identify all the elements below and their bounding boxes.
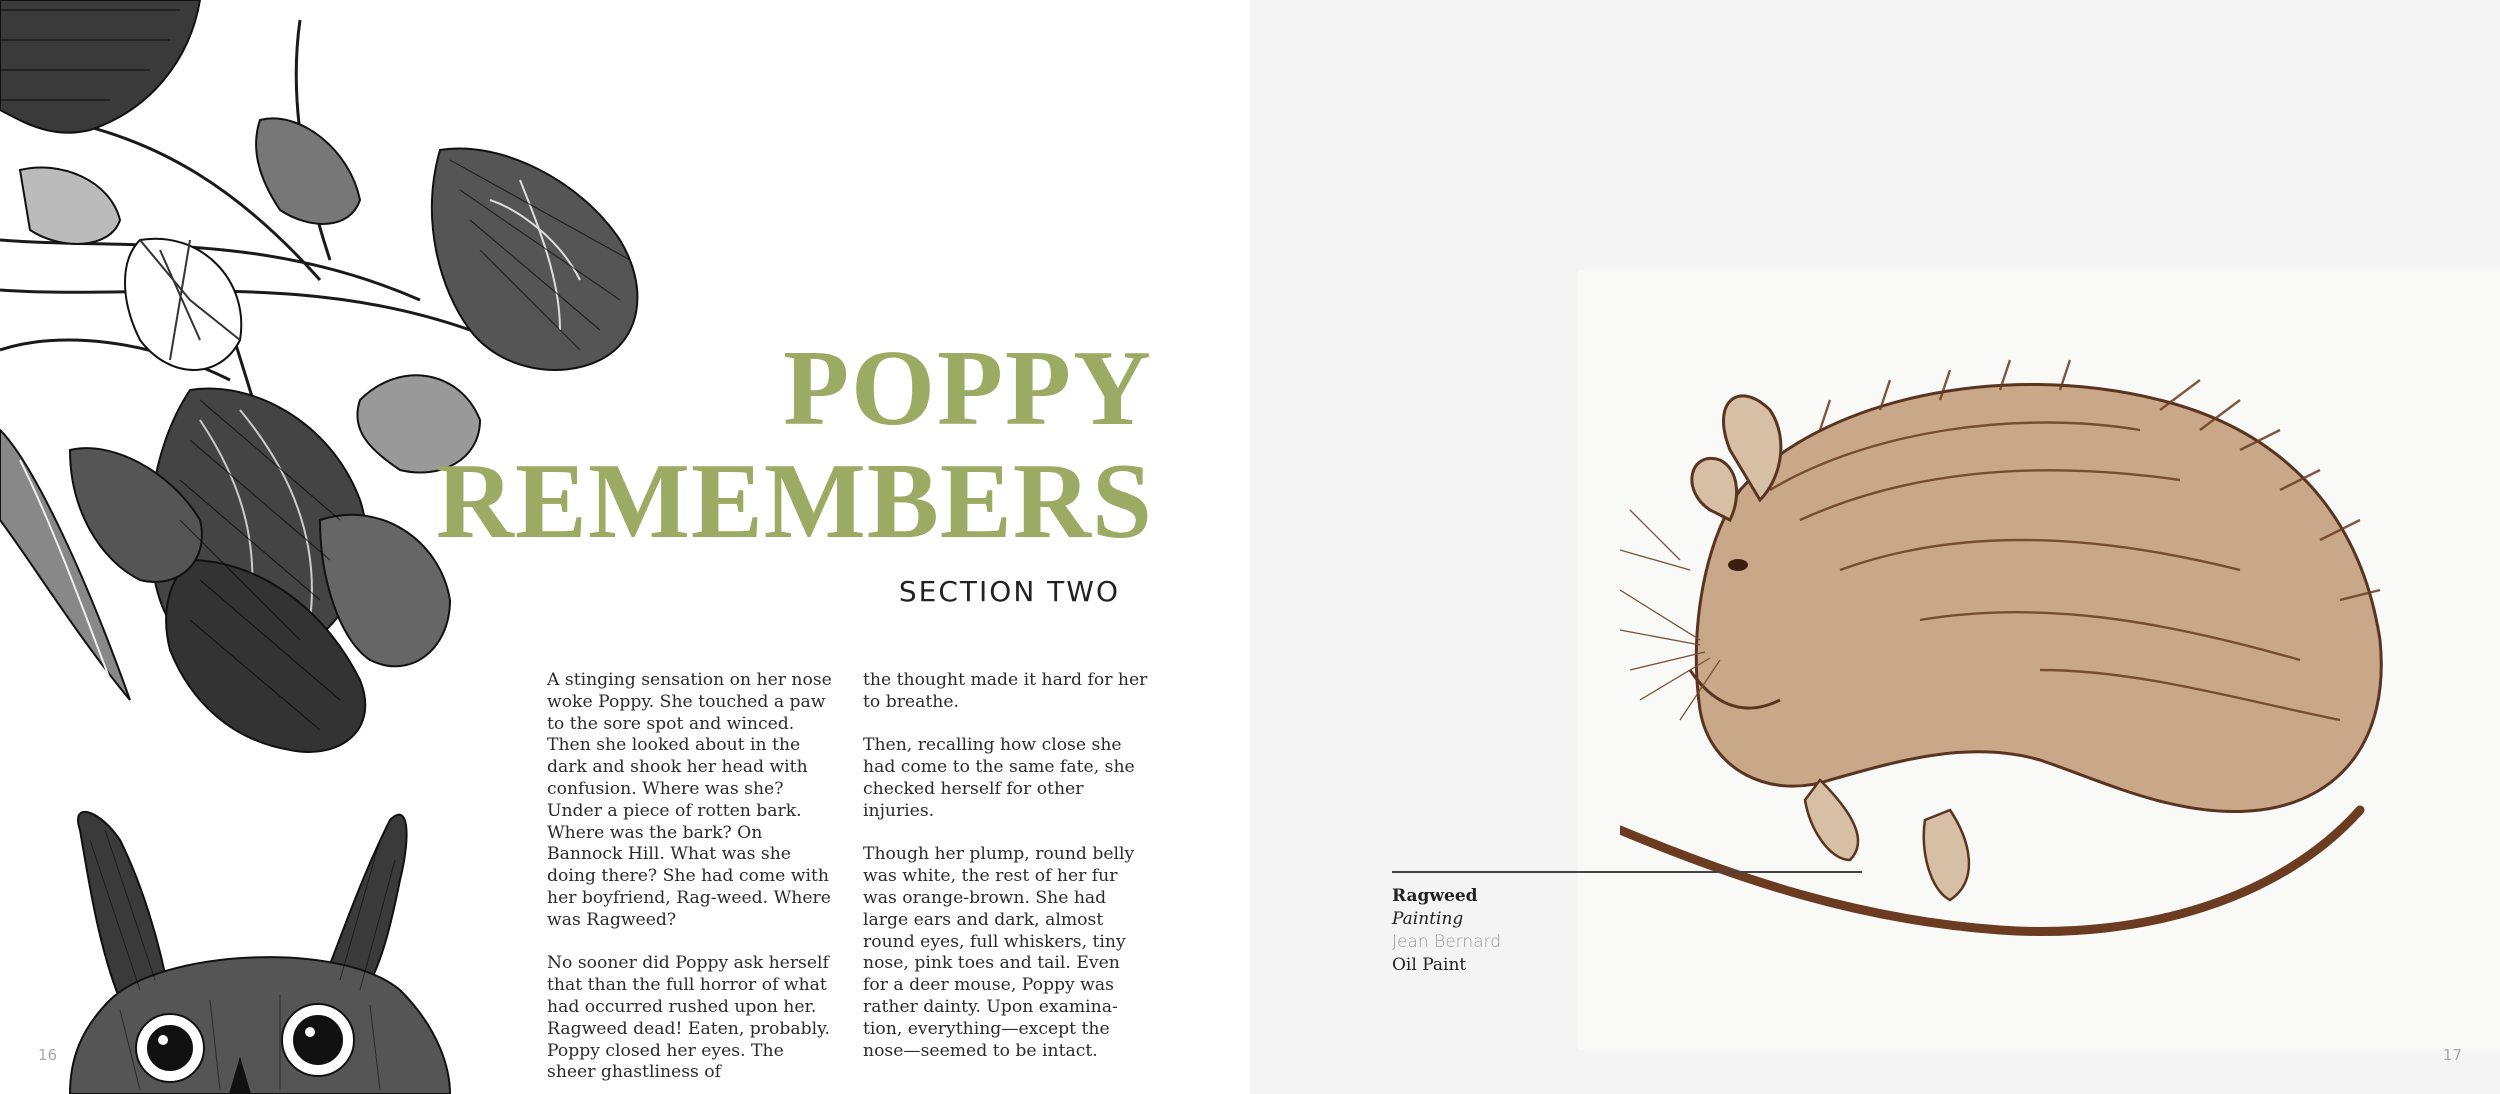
mouse-sketch-icon — [1620, 340, 2420, 980]
text-column-1 — [547, 670, 832, 1094]
paragraph: A stinging sensation on her nose woke Poppy. She touched a paw to the sore spot and winced. Then she looked about in the dark and shook her head with confusion. Where was she? Under a piece of rotten bark. Where was the bark? On Bannock Hill. What was she doing there? She had come with her boyfriend, Rag-weed. Where was Ragweed? — [547, 670, 832, 930]
text-column-2 — [863, 670, 1148, 1084]
paragraph: Then, recalling how close she had come to the same fate, she checked herself for other injuries. — [863, 735, 1135, 821]
owl-engraving-icon — [60, 800, 480, 1094]
paragraph: No sooner did Poppy ask herself that than the full horror of what had occurred rushed upon her. Ragweed dead! Eaten, probably. Poppy closed her eyes. The sheer ghastliness of — [547, 953, 830, 1083]
caption-title: Ragweed — [1392, 886, 1478, 906]
caption-artist: Jean Bernard — [1392, 932, 1502, 952]
page-number-right: 17 — [2442, 1046, 2462, 1064]
title-line-1: POPPY — [783, 329, 1153, 448]
caption-divider — [1392, 871, 1862, 873]
article-title — [435, 329, 1153, 561]
section-label: SECTION TWO — [898, 575, 1120, 608]
caption-type: Painting — [1392, 909, 1464, 929]
artwork-caption — [1392, 885, 1501, 977]
page-number-left: 16 — [38, 1046, 58, 1064]
title-line-2: REMEMBERS — [435, 442, 1153, 561]
paragraph: Though her plump, round belly was white, the rest of her fur was orange-brown. She had large ears and dark, almost round eyes, full whiskers, tiny nose, pink toes and tail. Even for a deer mouse, Poppy was rather dainty. Upon examina-tion, everything—except the nose—seemed to be intact. — [863, 844, 1135, 1061]
caption-medium: Oil Paint — [1392, 955, 1467, 975]
paragraph: the thought made it hard for her to breathe. — [863, 670, 1148, 712]
right-page — [1250, 0, 2500, 1094]
